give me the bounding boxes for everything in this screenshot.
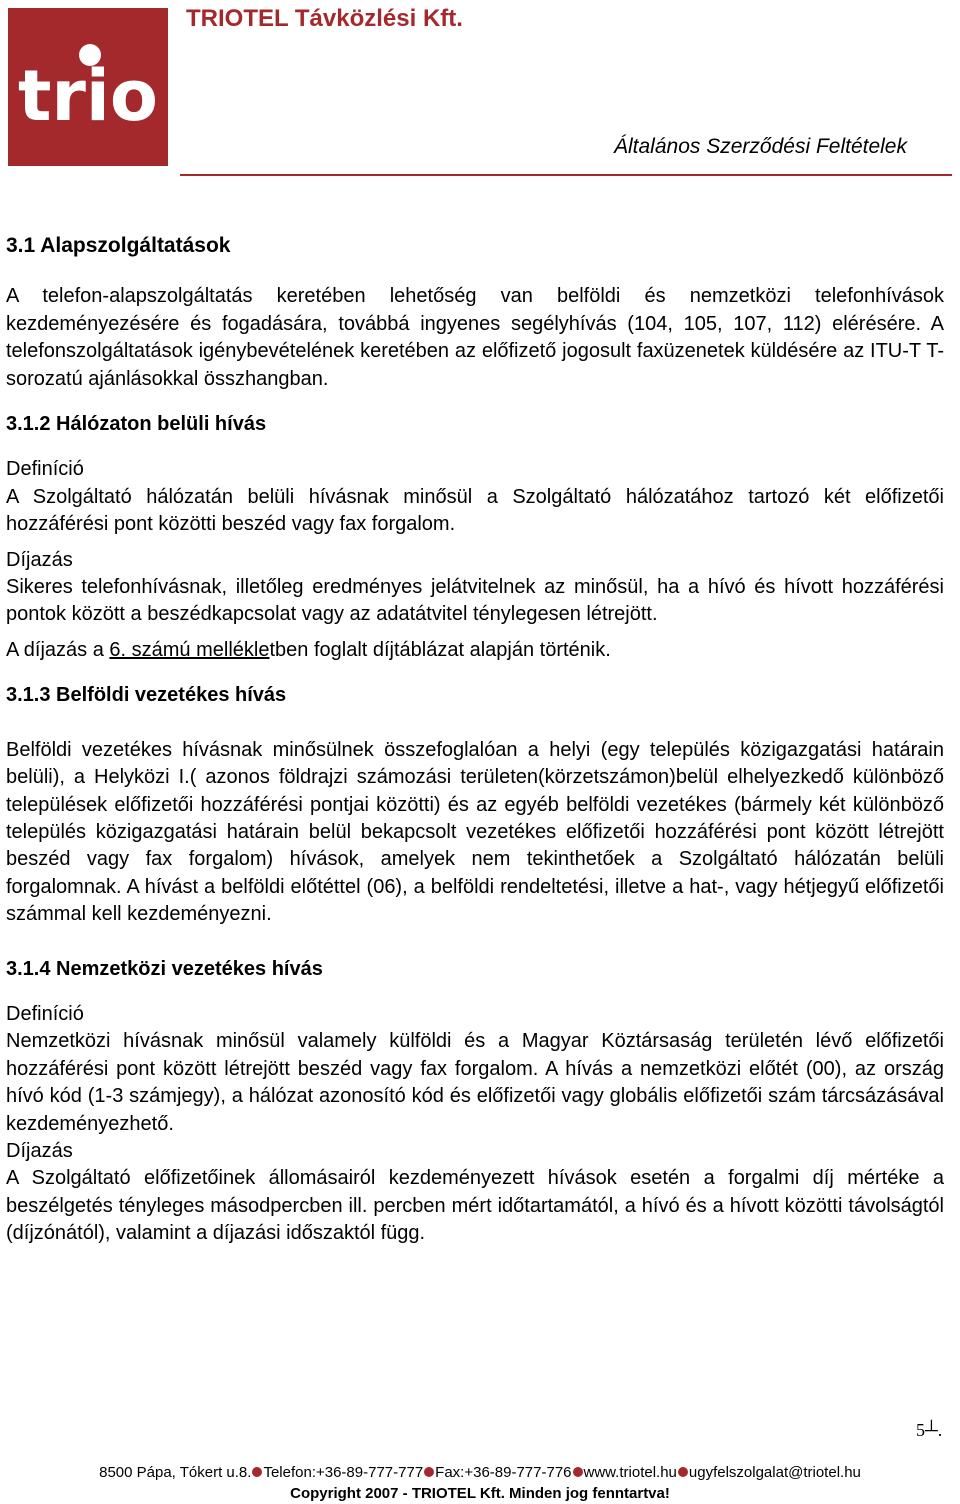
s314-definition-text: Nemzetközi hívásnak minősül valamely külföldi és a Magyar Köztársaság területén lévő előfizetői hozzáférési pont között létrejött beszéd vagy fax forgalom. A hívás a nemzetközi előtét (00), az ország hívó kód (1-3 számjegy), a hálózat azonosító kód és előfizetői vagy globális előfizetői szám tárcsázásával kezdeményezhető. (6, 1030, 944, 1135)
s314-definition-label: Definíció (6, 1002, 84, 1025)
footer-web[interactable]: www.triotel.hu (583, 1464, 677, 1481)
footer-copyright: Copyright 2007 - TRIOTEL Kft. Minden jog fenntartva! (290, 1485, 670, 1502)
s312-fee-reference: A díjazás a 6. számú mellékletben foglalt díjtáblázat alapján történik. (6, 638, 611, 661)
s314-fee-text: A Szolgáltató előfizetőinek állomásairól kezdeményezett hívások esetén a forgalmi díj mértéke a beszélgetés tényleges másodpercben ill. percben mért időtartamától, a hívó és a hívott közötti távolságtól (díjzónától), valamint a díjazási időszaktól függ. (6, 1167, 944, 1245)
logo-text: trio (17, 55, 159, 137)
header-divider (180, 174, 952, 176)
footer-phone: Telefon:+36-89-777-777 (263, 1464, 424, 1481)
s314-fee-label: Díjazás (6, 1139, 73, 1162)
s312-definition-label: Definíció (6, 458, 84, 481)
trio-logo-graphic (8, 8, 168, 166)
subsection-314-title: 3.1.4 Nemzetközi vezetékes hívás (6, 957, 323, 980)
annex-link[interactable]: 6. számú mellékle (109, 638, 270, 661)
bullet-icon (573, 1467, 583, 1477)
footer-email[interactable]: ugyfelszolgalat@triotel.hu (688, 1464, 861, 1481)
s313-text: Belföldi vezetékes hívásnak minősülnek összefoglalóan a helyi (egy település közigazgatási határain belüli), a Helyközi I.( azonos földrajzi számozási területen(körzetszámon)belül elhelyezkedő különböző települések előfizetői hozzáférési pontjai közötti) és az egyéb belföldi vezetékes (bármely két különböző település közigazgatási határain belül bekapcsolt vezetékes előfizetői hozzáférési pont között létrejött beszéd vagy fax forgalom) hívások, amelyek nem tekinthetőek a Szolgáltató hálózatán belüli forgalomnak. A hívást a belföldi előtéttel (06), a belföldi rendeltetési, illetve a hat-, vagy hétjegyű előfizetői számmal kell kezdeményezni. (6, 738, 944, 926)
footer-address: 8500 Pápa, Tókert u.8. (99, 1464, 252, 1481)
s312-definition-text: A Szolgáltató hálózatán belüli hívásnak minősül a Szolgáltató hálózatához tartozó két előfizetői hozzáférési pont közötti beszéd vagy fax forgalom. (6, 485, 944, 536)
bullet-icon (678, 1467, 688, 1477)
footer-contact (0, 1464, 960, 1481)
subsection-313-title: 3.1.3 Belföldi vezetékes hívás (6, 684, 287, 707)
section-intro: A telefon-alapszolgáltatás keretében lehetőség van belföldi és nemzetközi telefonhívások kezdeményezésére és fogadására, továbbá ingyenes segélyhívás (104, 105, 107, 112) elérésére. A telefonszolgáltatások igénybevételének keretében az előfizető jogosult faxüzenetek küldésére az ITU-T T-sorozatú ajánlásokkal összhangban. (6, 285, 944, 390)
footer-fax: Fax:+36-89-777-776 (435, 1464, 572, 1481)
subsection-312-title: 3.1.2 Hálózaton belüli hívás (6, 413, 267, 436)
section-title: 3.1 Alapszolgáltatások (6, 234, 231, 257)
document-body (6, 232, 944, 1248)
s312-fee-text: Sikeres telefonhívásnak, illetőleg eredményes jelátvitelnek az minősül, ha a hívó és hívott hozzáférési pontok között a beszédkapcsolat vagy az adatátvitel ténylegesen létrejött. (6, 576, 944, 626)
s312-fee-label: Díjazás (6, 548, 73, 571)
trio-logo (8, 8, 168, 166)
bullet-icon (424, 1467, 434, 1477)
document-title: Általános Szerződési Feltételek (614, 135, 907, 158)
page-number: 5┴. (916, 1420, 943, 1440)
company-name: TRIOTEL Távközlési Kft. (186, 5, 463, 32)
bullet-icon (252, 1467, 262, 1477)
